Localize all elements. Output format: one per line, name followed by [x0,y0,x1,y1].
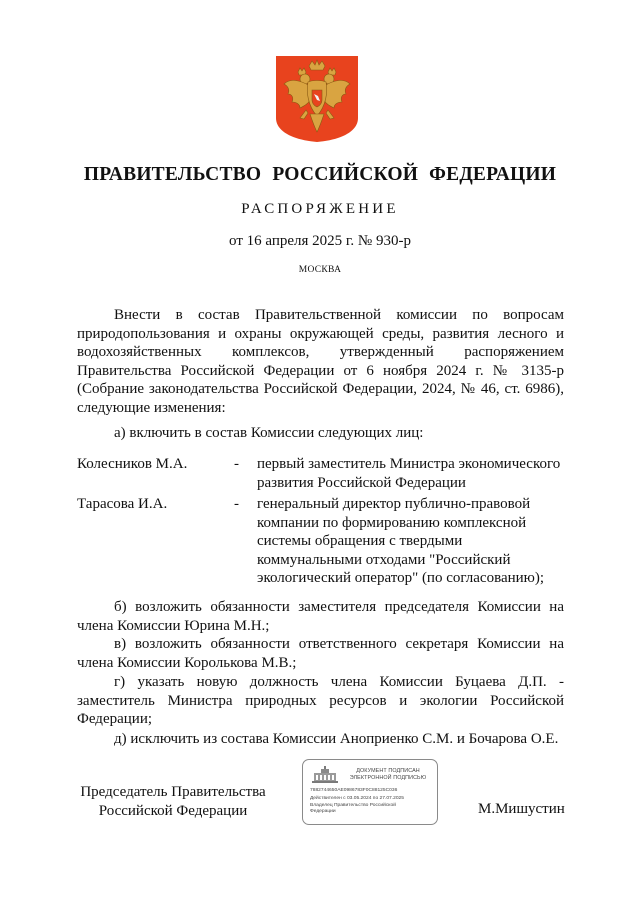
item-b: б) возложить обязанности заместителя председателя Комиссии на члена Комиссии Юрина М.Н.; [77,599,564,634]
signer-name: М.Мишустин [478,801,565,817]
item-a: а) включить в состав Комиссии следующих лиц: [114,425,424,441]
member-name: Колесников М.А. [77,456,188,472]
stamp-title: ДОКУМЕНТ ПОДПИСАН ЭЛЕКТРОННОЙ ПОДПИСЬЮ [349,768,427,781]
member-position: первый заместитель Министра экономического развития Российской Федерации [257,456,561,491]
signer-position: Председатель Правительства Российской Федерации [80,784,266,819]
item-v: в) возложить обязанности ответственного секретаря Комиссии на члена Комиссии Королькова М.В.; [77,636,564,671]
member-position: генеральный директор публично-правовой компании по формированию комплексной системы обращения с твердыми коммунальными отходами "Российский экологический оператор" (по согласованию); [257,496,545,587]
stamp-certificate: 7882744650AE0986783F0C88125C036 [310,788,398,793]
building-icon [311,766,339,784]
electronic-signature-stamp [302,759,438,825]
government-title: ПРАВИТЕЛЬСТВО РОССИЙСКОЙ ФЕДЕРАЦИИ [83,164,557,185]
stamp-owner: Владелец Правительство Российской [310,803,396,808]
member-name: Тарасова И.А. [77,496,168,512]
member-dash: - [234,456,239,472]
coat-of-arms-icon [276,56,358,142]
item-d: д) исключить из состава Комиссии Аноприенко С.М. и Бочарова О.Е. [114,731,559,747]
document-date-number: от 16 апреля 2025 г. № 930-р [229,233,411,249]
member-dash: - [234,496,239,512]
stamp-owner-continued: Федерации [310,809,336,814]
stamp-validity: Действителен с 03.05.2024 по 27.07.2025 [310,796,404,801]
item-g: г) указать новую должность члена Комиссии Буцаева Д.П. - заместитель Министра природных ресурсов и экологии Российской Федерации; [77,674,564,728]
city: МОСКВА [298,265,342,275]
intro-paragraph: Внести в состав Правительственной комиссии по вопросам природопользования и охраны окружающей среды, развития лесного и водохозяйственных комплексов, утвержденный распоряжением Правительства Российской Федерации от 6 ноября 2024 г. № 3135-р (Собрание законодательства Российской Федерации, 2024, № 46, ст. 6986), следующие изменения: [77,307,564,416]
document-type: РАСПОРЯЖЕНИЕ [241,201,399,217]
